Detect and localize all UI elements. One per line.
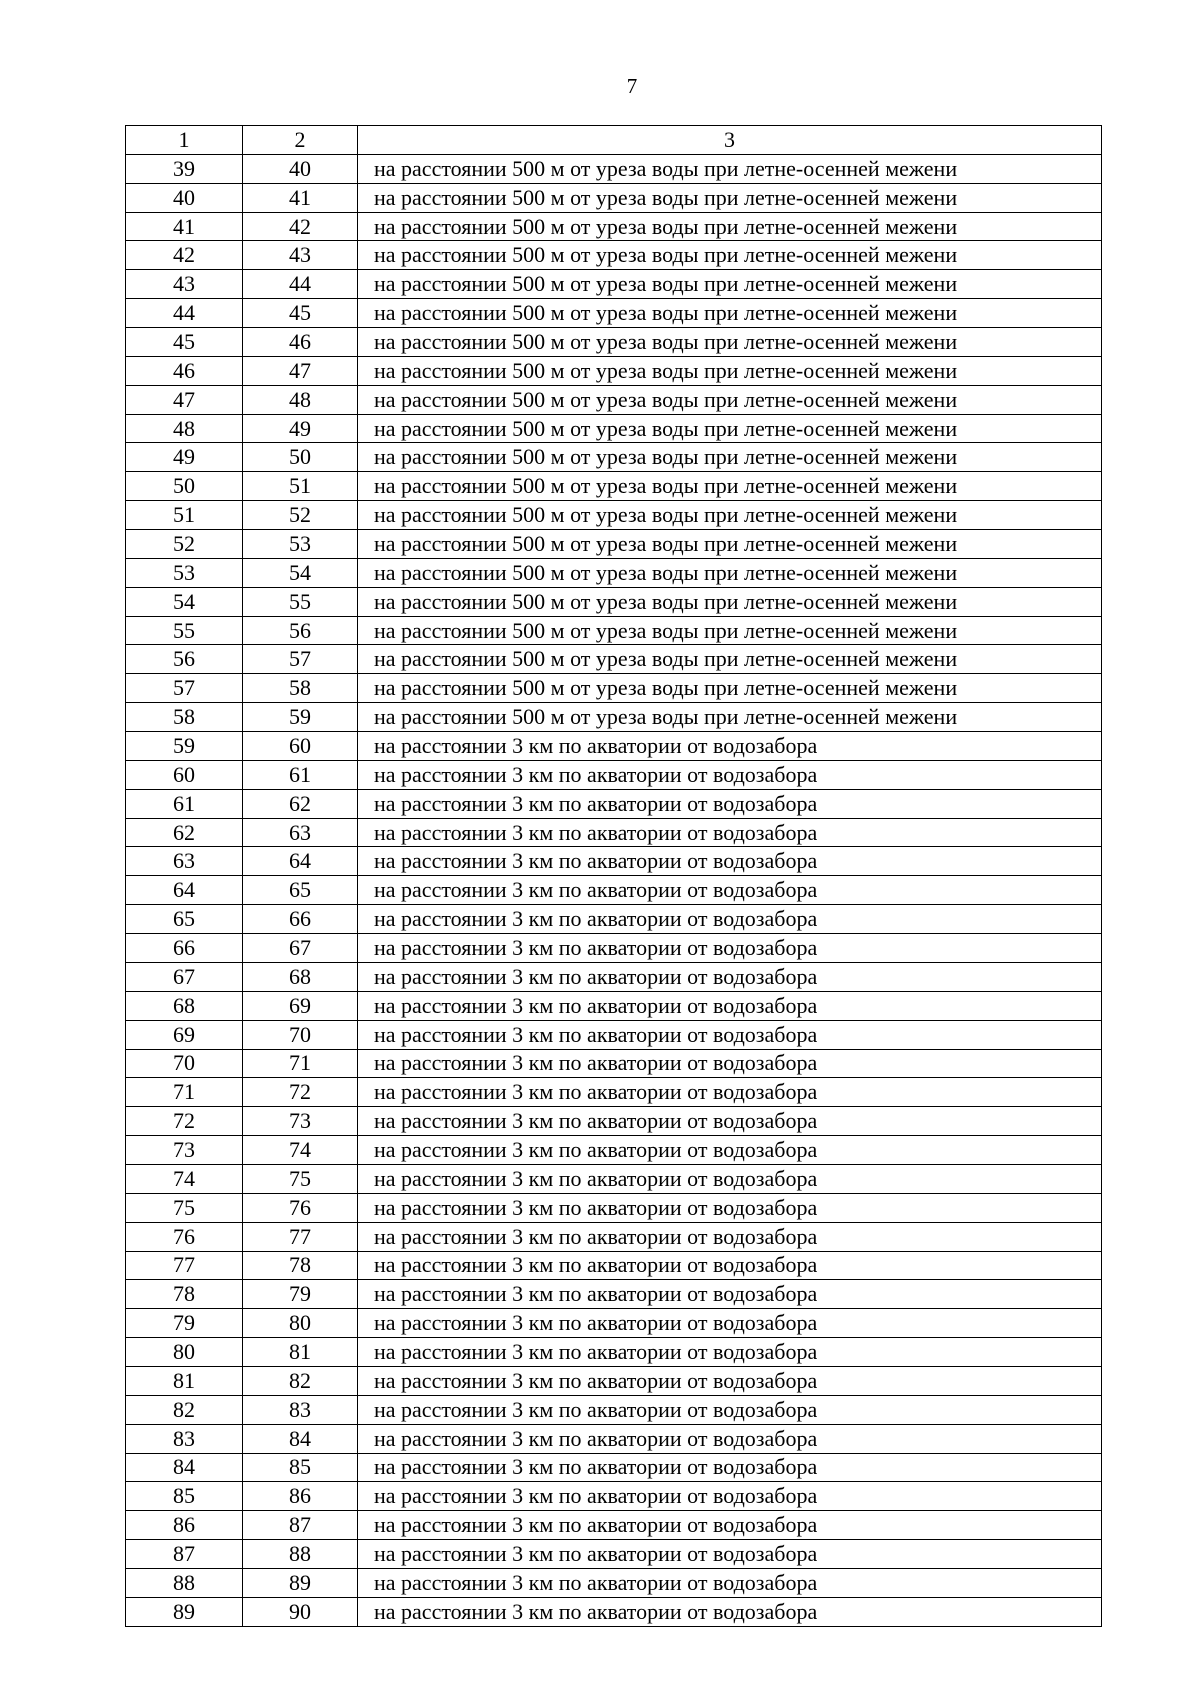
cell-col-3: на расстоянии 3 км по акватории от водозабора — [358, 1107, 1102, 1136]
header-col-1: 1 — [126, 126, 243, 155]
cell-col-2: 51 — [243, 472, 358, 501]
cell-col-2: 62 — [243, 789, 358, 818]
cell-col-2: 88 — [243, 1540, 358, 1569]
cell-col-2: 66 — [243, 905, 358, 934]
cell-col-1: 43 — [126, 270, 243, 299]
cell-col-2: 86 — [243, 1482, 358, 1511]
cell-col-3: на расстоянии 500 м от уреза воды при летне-осенней межени — [358, 703, 1102, 732]
cell-col-1: 68 — [126, 991, 243, 1020]
cell-col-2: 79 — [243, 1280, 358, 1309]
cell-col-3: на расстоянии 500 м от уреза воды при летне-осенней межени — [358, 558, 1102, 587]
cell-col-2: 45 — [243, 299, 358, 328]
cell-col-1: 49 — [126, 443, 243, 472]
header-col-3: 3 — [358, 126, 1102, 155]
cell-col-2: 85 — [243, 1453, 358, 1482]
cell-col-1: 63 — [126, 847, 243, 876]
table-row — [126, 1136, 1102, 1165]
cell-col-3: на расстоянии 3 км по акватории от водозабора — [358, 1453, 1102, 1482]
cell-col-3: на расстоянии 3 км по акватории от водозабора — [358, 1424, 1102, 1453]
cell-col-2: 58 — [243, 674, 358, 703]
cell-col-2: 59 — [243, 703, 358, 732]
cell-col-1: 69 — [126, 1020, 243, 1049]
cell-col-1: 71 — [126, 1078, 243, 1107]
cell-col-3: на расстоянии 500 м от уреза воды при летне-осенней межени — [358, 645, 1102, 674]
table-row — [126, 472, 1102, 501]
cell-col-1: 73 — [126, 1136, 243, 1165]
table-header-row — [126, 126, 1102, 155]
cell-col-1: 60 — [126, 760, 243, 789]
table-row — [126, 299, 1102, 328]
cell-col-1: 64 — [126, 876, 243, 905]
cell-col-3: на расстоянии 3 км по акватории от водозабора — [358, 1511, 1102, 1540]
cell-col-2: 68 — [243, 962, 358, 991]
cell-col-1: 53 — [126, 558, 243, 587]
cell-col-3: на расстоянии 3 км по акватории от водозабора — [358, 1078, 1102, 1107]
cell-col-3: на расстоянии 500 м от уреза воды при летне-осенней межени — [358, 472, 1102, 501]
cell-col-1: 85 — [126, 1482, 243, 1511]
cell-col-1: 47 — [126, 385, 243, 414]
cell-col-3: на расстоянии 3 км по акватории от водозабора — [358, 1338, 1102, 1367]
cell-col-2: 56 — [243, 616, 358, 645]
cell-col-3: на расстоянии 3 км по акватории от водозабора — [358, 1540, 1102, 1569]
table-row — [126, 154, 1102, 183]
cell-col-3: на расстоянии 3 км по акватории от водозабора — [358, 1395, 1102, 1424]
cell-col-2: 61 — [243, 760, 358, 789]
table-row — [126, 847, 1102, 876]
cell-col-3: на расстоянии 3 км по акватории от водозабора — [358, 1049, 1102, 1078]
cell-col-3: на расстоянии 500 м от уреза воды при летне-осенней межени — [358, 356, 1102, 385]
cell-col-2: 75 — [243, 1164, 358, 1193]
cell-col-2: 81 — [243, 1338, 358, 1367]
cell-col-2: 40 — [243, 154, 358, 183]
table-row — [126, 1568, 1102, 1597]
cell-col-2: 83 — [243, 1395, 358, 1424]
table-row — [126, 1597, 1102, 1626]
cell-col-1: 59 — [126, 732, 243, 761]
cell-col-3: на расстоянии 500 м от уреза воды при летне-осенней межени — [358, 587, 1102, 616]
table-row — [126, 414, 1102, 443]
cell-col-3: на расстоянии 3 км по акватории от водозабора — [358, 1020, 1102, 1049]
cell-col-1: 48 — [126, 414, 243, 443]
cell-col-1: 72 — [126, 1107, 243, 1136]
table-row — [126, 385, 1102, 414]
cell-col-3: на расстоянии 3 км по акватории от водозабора — [358, 1136, 1102, 1165]
table-row — [126, 876, 1102, 905]
cell-col-1: 40 — [126, 183, 243, 212]
cell-col-3: на расстоянии 500 м от уреза воды при летне-осенней межени — [358, 385, 1102, 414]
page-number: 7 — [626, 74, 638, 98]
cell-col-3: на расстоянии 500 м от уреза воды при летне-осенней межени — [358, 443, 1102, 472]
cell-col-3: на расстоянии 3 км по акватории от водозабора — [358, 1222, 1102, 1251]
cell-col-2: 74 — [243, 1136, 358, 1165]
cell-col-1: 81 — [126, 1366, 243, 1395]
cell-col-1: 79 — [126, 1309, 243, 1338]
cell-col-2: 46 — [243, 328, 358, 357]
cell-col-1: 78 — [126, 1280, 243, 1309]
cell-col-2: 53 — [243, 530, 358, 559]
table-row — [126, 183, 1102, 212]
table-row — [126, 241, 1102, 270]
cell-col-3: на расстоянии 3 км по акватории от водозабора — [358, 1597, 1102, 1626]
cell-col-3: на расстоянии 3 км по акватории от водозабора — [358, 934, 1102, 963]
table-row — [126, 1164, 1102, 1193]
cell-col-1: 58 — [126, 703, 243, 732]
cell-col-3: на расстоянии 500 м от уреза воды при летне-осенней межени — [358, 616, 1102, 645]
cell-col-2: 60 — [243, 732, 358, 761]
cell-col-1: 75 — [126, 1193, 243, 1222]
table-row — [126, 356, 1102, 385]
cell-col-1: 46 — [126, 356, 243, 385]
cell-col-1: 61 — [126, 789, 243, 818]
cell-col-3: на расстоянии 3 км по акватории от водозабора — [358, 1309, 1102, 1338]
cell-col-1: 87 — [126, 1540, 243, 1569]
table-row — [126, 1366, 1102, 1395]
table-row — [126, 1251, 1102, 1280]
table-body — [126, 154, 1102, 1626]
table-row — [126, 1338, 1102, 1367]
cell-col-3: на расстоянии 500 м от уреза воды при летне-осенней межени — [358, 414, 1102, 443]
table-row — [126, 703, 1102, 732]
cell-col-2: 64 — [243, 847, 358, 876]
cell-col-2: 67 — [243, 934, 358, 963]
cell-col-3: на расстоянии 3 км по акватории от водозабора — [358, 1280, 1102, 1309]
cell-col-3: на расстоянии 3 км по акватории от водозабора — [358, 1568, 1102, 1597]
cell-col-1: 88 — [126, 1568, 243, 1597]
cell-col-2: 42 — [243, 212, 358, 241]
cell-col-1: 50 — [126, 472, 243, 501]
table-row — [126, 732, 1102, 761]
table-row — [126, 1395, 1102, 1424]
cell-col-3: на расстоянии 500 м от уреза воды при летне-осенней межени — [358, 501, 1102, 530]
cell-col-2: 57 — [243, 645, 358, 674]
cell-col-3: на расстоянии 3 км по акватории от водозабора — [358, 962, 1102, 991]
cell-col-2: 43 — [243, 241, 358, 270]
cell-col-3: на расстоянии 500 м от уреза воды при летне-осенней межени — [358, 530, 1102, 559]
cell-col-1: 39 — [126, 154, 243, 183]
cell-col-3: на расстоянии 3 км по акватории от водозабора — [358, 818, 1102, 847]
cell-col-1: 80 — [126, 1338, 243, 1367]
cell-col-1: 70 — [126, 1049, 243, 1078]
table-row — [126, 1020, 1102, 1049]
cell-col-1: 74 — [126, 1164, 243, 1193]
cell-col-3: на расстоянии 3 км по акватории от водозабора — [358, 1251, 1102, 1280]
cell-col-3: на расстоянии 500 м от уреза воды при летне-осенней межени — [358, 154, 1102, 183]
cell-col-1: 57 — [126, 674, 243, 703]
cell-col-2: 50 — [243, 443, 358, 472]
cell-col-1: 67 — [126, 962, 243, 991]
table-row — [126, 501, 1102, 530]
table-row — [126, 1424, 1102, 1453]
cell-col-2: 47 — [243, 356, 358, 385]
table-row — [126, 905, 1102, 934]
cell-col-1: 77 — [126, 1251, 243, 1280]
table-row — [126, 616, 1102, 645]
cell-col-2: 49 — [243, 414, 358, 443]
cell-col-3: на расстоянии 3 км по акватории от водозабора — [358, 760, 1102, 789]
cell-col-3: на расстоянии 3 км по акватории от водозабора — [358, 1193, 1102, 1222]
table-row — [126, 991, 1102, 1020]
table-row — [126, 587, 1102, 616]
cell-col-2: 78 — [243, 1251, 358, 1280]
table-row — [126, 530, 1102, 559]
table-row — [126, 1280, 1102, 1309]
table-row — [126, 1222, 1102, 1251]
cell-col-3: на расстоянии 500 м от уреза воды при летне-осенней межени — [358, 674, 1102, 703]
cell-col-2: 48 — [243, 385, 358, 414]
table-row — [126, 934, 1102, 963]
cell-col-1: 56 — [126, 645, 243, 674]
cell-col-1: 51 — [126, 501, 243, 530]
cell-col-2: 87 — [243, 1511, 358, 1540]
table-row — [126, 1193, 1102, 1222]
cell-col-2: 89 — [243, 1568, 358, 1597]
cell-col-3: на расстоянии 3 км по акватории от водозабора — [358, 732, 1102, 761]
cell-col-2: 65 — [243, 876, 358, 905]
cell-col-1: 84 — [126, 1453, 243, 1482]
cell-col-3: на расстоянии 3 км по акватории от водозабора — [358, 905, 1102, 934]
cell-col-3: на расстоянии 500 м от уреза воды при летне-осенней межени — [358, 241, 1102, 270]
cell-col-3: на расстоянии 500 м от уреза воды при летне-осенней межени — [358, 299, 1102, 328]
cell-col-2: 84 — [243, 1424, 358, 1453]
cell-col-2: 90 — [243, 1597, 358, 1626]
cell-col-1: 66 — [126, 934, 243, 963]
table-row — [126, 645, 1102, 674]
cell-col-3: на расстоянии 500 м от уреза воды при летне-осенней межени — [358, 328, 1102, 357]
data-table — [125, 125, 1102, 1627]
cell-col-3: на расстоянии 3 км по акватории от водозабора — [358, 1164, 1102, 1193]
cell-col-1: 45 — [126, 328, 243, 357]
table-row — [126, 1309, 1102, 1338]
table-row — [126, 328, 1102, 357]
cell-col-1: 65 — [126, 905, 243, 934]
cell-col-2: 69 — [243, 991, 358, 1020]
cell-col-3: на расстоянии 3 км по акватории от водозабора — [358, 789, 1102, 818]
cell-col-1: 55 — [126, 616, 243, 645]
cell-col-1: 41 — [126, 212, 243, 241]
table-row — [126, 962, 1102, 991]
cell-col-3: на расстоянии 3 км по акватории от водозабора — [358, 991, 1102, 1020]
cell-col-3: на расстоянии 500 м от уреза воды при летне-осенней межени — [358, 270, 1102, 299]
cell-col-1: 76 — [126, 1222, 243, 1251]
cell-col-2: 71 — [243, 1049, 358, 1078]
cell-col-2: 72 — [243, 1078, 358, 1107]
cell-col-1: 62 — [126, 818, 243, 847]
table-row — [126, 270, 1102, 299]
table-row — [126, 212, 1102, 241]
cell-col-3: на расстоянии 500 м от уреза воды при летне-осенней межени — [358, 183, 1102, 212]
cell-col-3: на расстоянии 3 км по акватории от водозабора — [358, 1366, 1102, 1395]
cell-col-2: 80 — [243, 1309, 358, 1338]
table-row — [126, 558, 1102, 587]
cell-col-2: 73 — [243, 1107, 358, 1136]
table-row — [126, 789, 1102, 818]
cell-col-3: на расстоянии 500 м от уреза воды при летне-осенней межени — [358, 212, 1102, 241]
cell-col-2: 63 — [243, 818, 358, 847]
cell-col-1: 86 — [126, 1511, 243, 1540]
cell-col-1: 82 — [126, 1395, 243, 1424]
cell-col-1: 44 — [126, 299, 243, 328]
header-col-2: 2 — [243, 126, 358, 155]
cell-col-1: 54 — [126, 587, 243, 616]
table-row — [126, 1540, 1102, 1569]
table-row — [126, 1049, 1102, 1078]
cell-col-3: на расстоянии 3 км по акватории от водозабора — [358, 876, 1102, 905]
cell-col-2: 44 — [243, 270, 358, 299]
cell-col-2: 41 — [243, 183, 358, 212]
cell-col-1: 52 — [126, 530, 243, 559]
cell-col-2: 54 — [243, 558, 358, 587]
table-row — [126, 818, 1102, 847]
table-row — [126, 760, 1102, 789]
table-row — [126, 1107, 1102, 1136]
cell-col-2: 52 — [243, 501, 358, 530]
table-row — [126, 1453, 1102, 1482]
cell-col-2: 70 — [243, 1020, 358, 1049]
cell-col-2: 55 — [243, 587, 358, 616]
table-row — [126, 1511, 1102, 1540]
cell-col-3: на расстоянии 3 км по акватории от водозабора — [358, 847, 1102, 876]
cell-col-1: 89 — [126, 1597, 243, 1626]
table-row — [126, 1078, 1102, 1107]
cell-col-2: 76 — [243, 1193, 358, 1222]
table-row — [126, 1482, 1102, 1511]
cell-col-2: 82 — [243, 1366, 358, 1395]
table-row — [126, 443, 1102, 472]
table-row — [126, 674, 1102, 703]
cell-col-2: 77 — [243, 1222, 358, 1251]
cell-col-1: 83 — [126, 1424, 243, 1453]
cell-col-3: на расстоянии 3 км по акватории от водозабора — [358, 1482, 1102, 1511]
cell-col-1: 42 — [126, 241, 243, 270]
